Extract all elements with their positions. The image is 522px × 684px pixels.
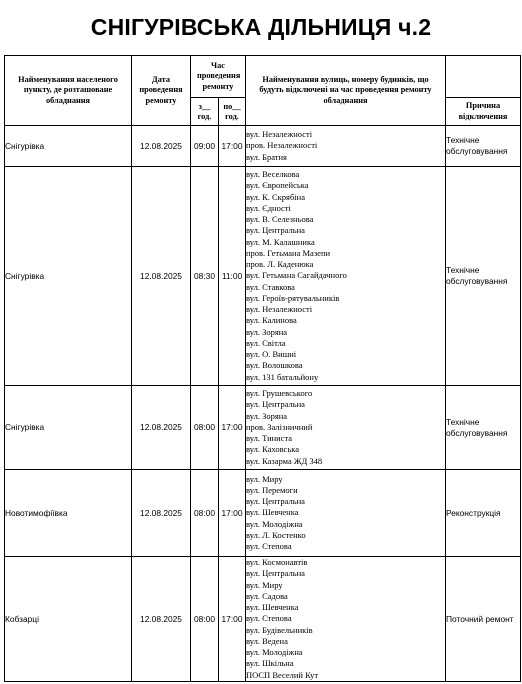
street-item: вул. Героїв-рятувальників xyxy=(246,292,340,303)
street-item: вул. Космонавтів xyxy=(246,557,308,568)
street-item: вул. Зоряна xyxy=(246,326,288,337)
street-item: вул. Волошкова xyxy=(246,360,303,371)
row-time-to: 11:00 xyxy=(219,167,246,386)
table-row xyxy=(5,126,521,167)
street-item: вул. Будівельників xyxy=(246,624,313,635)
row-streets xyxy=(246,557,446,682)
row-reason: Технічне обслуговування xyxy=(446,167,521,386)
header-reason: Причина відключення xyxy=(446,98,521,126)
row-time-to: 17:00 xyxy=(219,386,246,470)
street-item: вул. Ведена xyxy=(246,635,288,646)
street-item: пров. Л. Каденюка xyxy=(246,259,314,270)
row-date: 12.08.2025 xyxy=(132,470,191,557)
street-item: пров. Незалежності xyxy=(246,140,318,151)
street-item: вул. Садова xyxy=(246,590,288,601)
row-time-from: 09:00 xyxy=(191,126,219,167)
table-row xyxy=(5,386,521,470)
street-item: вул. Грушевського xyxy=(246,388,313,399)
street-item: вул. Зоряна xyxy=(246,410,288,421)
row-time-from: 08:00 xyxy=(191,470,219,557)
row-time-to: 17:00 xyxy=(219,557,246,682)
street-item: вул. Молодіжна xyxy=(246,647,303,658)
row-locality: Новотимофіївка xyxy=(5,470,132,557)
header-time: Час проведення ремонту xyxy=(191,56,246,98)
row-time-from: 08:00 xyxy=(191,557,219,682)
row-reason: Технічне обслуговування xyxy=(446,386,521,470)
table-row xyxy=(5,557,521,682)
street-item: вул. Каховська xyxy=(246,444,299,455)
row-date: 12.08.2025 xyxy=(132,386,191,470)
header-blank xyxy=(446,56,521,98)
row-time-to: 17:00 xyxy=(219,126,246,167)
street-item: вул. Казарма ЖД 348 xyxy=(246,455,323,466)
street-item: вул. Перемоги xyxy=(246,484,298,495)
row-locality: Кобзарці xyxy=(5,557,132,682)
street-item: вул. Л. Костенко xyxy=(246,529,306,540)
street-item: вул. Незалежності xyxy=(246,129,313,140)
street-item: ПОСП Веселий Кут xyxy=(246,669,319,680)
street-item: вул. Братня xyxy=(246,151,287,162)
header-locality: Найменування населеного пункту, де розташоване обладнання xyxy=(5,56,132,126)
row-locality: Снігурівка xyxy=(5,386,132,470)
street-item: вул. Центральна xyxy=(246,568,305,579)
street-item: вул. Тиниста xyxy=(246,433,293,444)
street-item: вул. Калинова xyxy=(246,315,297,326)
street-item: вул. К. Скрябіна xyxy=(246,191,305,202)
street-item: вул. Шевченка xyxy=(246,507,299,518)
street-item: вул. М. Калашника xyxy=(246,236,315,247)
row-streets xyxy=(246,126,446,167)
street-item: вул. Молодіжна xyxy=(246,518,303,529)
table-row xyxy=(5,167,521,386)
street-item: вул. О. Вишні xyxy=(246,349,297,360)
street-item: вул. Центральна xyxy=(246,399,305,410)
street-item: вул. 131 батальйону xyxy=(246,371,319,382)
row-time-from: 08:00 xyxy=(191,386,219,470)
street-item: вул. Шкільна xyxy=(246,658,294,669)
street-item: пров. Гетьмана Мазепи xyxy=(246,247,331,258)
row-time-to: 17:00 xyxy=(219,470,246,557)
street-item: вул. Гетьмана Сагайдачного xyxy=(246,270,347,281)
street-item: вул. Степова xyxy=(246,541,292,552)
row-locality: Снігурівка xyxy=(5,126,132,167)
page-title: СНІГУРІВСЬКА ДІЛЬНИЦЯ ч.2 xyxy=(90,14,432,40)
row-date: 12.08.2025 xyxy=(132,167,191,386)
row-reason: Реконструкція xyxy=(446,470,521,557)
street-item: вул. Ставкова xyxy=(246,281,295,292)
row-time-from: 08:30 xyxy=(191,167,219,386)
row-streets xyxy=(246,167,446,386)
street-item: вул. Центральна xyxy=(246,496,305,507)
street-item: вул. Світла xyxy=(246,337,286,348)
street-item: вул. В. Селезньова xyxy=(246,214,314,225)
street-item: пров. Залізничний xyxy=(246,421,313,432)
row-date: 12.08.2025 xyxy=(132,557,191,682)
row-date: 12.08.2025 xyxy=(132,126,191,167)
row-reason: Поточний ремонт xyxy=(446,557,521,682)
row-locality: Снігурівка xyxy=(5,167,132,386)
table-row xyxy=(5,470,521,557)
header-time-to: по__ год. xyxy=(219,98,246,126)
street-item: вул. Незалежності xyxy=(246,304,313,315)
street-item: вул. Миру xyxy=(246,473,283,484)
street-item: вул. Єдності xyxy=(246,202,291,213)
header-time-from: з__ год. xyxy=(191,98,219,126)
header-date: Дата проведення ремонту xyxy=(132,56,191,126)
row-reason: Технічне обслуговування xyxy=(446,126,521,167)
street-item: вул. Шевченка xyxy=(246,602,299,613)
outage-schedule-table xyxy=(4,55,521,682)
street-item: вул. Веселкова xyxy=(246,169,300,180)
header-streets: Найменування вулиць, номеру будинків, що будуть відключені на час проведення ремонту обладнання xyxy=(246,56,446,126)
street-item: вул. Степова xyxy=(246,613,292,624)
row-streets xyxy=(246,386,446,470)
street-item: вул. Центральна xyxy=(246,225,305,236)
row-streets xyxy=(246,470,446,557)
street-item: вул. Європейська xyxy=(246,180,309,191)
street-item: вул. Миру xyxy=(246,579,283,590)
